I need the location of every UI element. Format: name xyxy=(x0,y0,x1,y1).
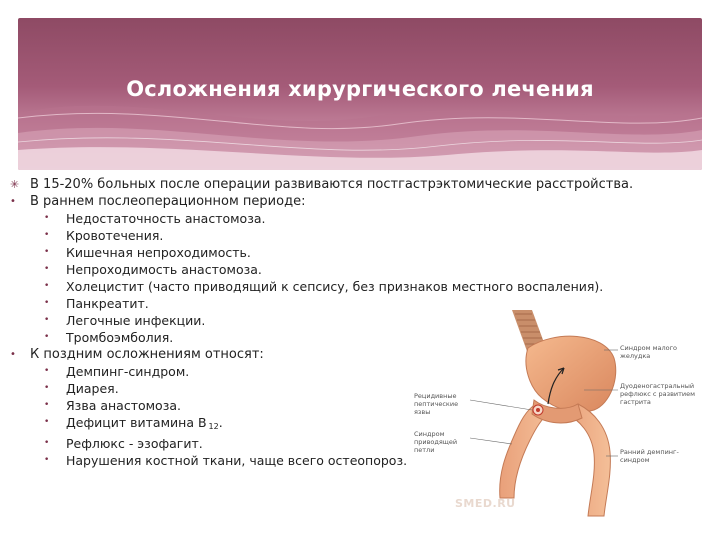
sub-list-item xyxy=(8,261,648,278)
list-item-text: В 15-20% больных после операции развиваются постгастрэктомические расстройства. xyxy=(30,177,634,192)
bullet-icon: • xyxy=(44,298,50,308)
bullet-icon: • xyxy=(44,213,50,223)
label-afferent-loop: Синдром приводящей петли xyxy=(414,430,458,454)
label-peptic-ulcer: Рецидивные пептические язвы xyxy=(414,392,459,416)
bullet-icon: • xyxy=(44,281,50,291)
sub-list-item-text: Демпинг-синдром. xyxy=(66,364,190,379)
sub-list-item-text: Непроходимость анастомоза. xyxy=(66,262,262,277)
bullet-icon: • xyxy=(44,383,50,393)
label-early-dumping: Ранний демпинг-синдром xyxy=(620,448,679,464)
bullet-icon: • xyxy=(44,247,50,257)
sub-list-item-text: Холецистит (часто приводящий к сепсису, без признаков местного воспаления). xyxy=(66,279,604,294)
bullet-icon: • xyxy=(44,264,50,274)
sub-list-item-text: Кишечная непроходимость. xyxy=(66,245,251,260)
label-duodenogastric-reflux: Дуоденогастральный рефлюкс с развитием гастрита xyxy=(620,382,696,406)
star-bullet-icon: ✳ xyxy=(10,178,20,191)
sub-list-item-text: Язва анастомоза. xyxy=(66,398,181,413)
sub-list-item xyxy=(8,210,648,227)
bullet-icon: • xyxy=(44,417,50,427)
sub-list-item-text: Дефицит витамина В xyxy=(66,415,207,430)
ulcer-dot-icon xyxy=(536,408,540,412)
list-item xyxy=(8,193,648,210)
list-item xyxy=(8,176,648,193)
sub-list-item-text: Недостаточность анастомоза. xyxy=(66,211,266,226)
sub-list-item xyxy=(8,227,648,244)
stomach-illustration xyxy=(414,308,702,518)
sub-list-item-text: Диарея. xyxy=(66,381,119,396)
bullet-icon: • xyxy=(44,438,50,448)
bullet-icon: • xyxy=(44,332,50,342)
list-item-text: В раннем послеоперационном периоде: xyxy=(30,194,306,209)
bullet-icon: • xyxy=(44,400,50,410)
leader-line xyxy=(470,438,512,444)
bullet-icon: • xyxy=(44,315,50,325)
label-small-stomach: Синдром малого желудка xyxy=(620,344,677,360)
bullet-icon: • xyxy=(44,230,50,240)
sub-list-item-text: Тромбоэмболия. xyxy=(66,330,174,345)
sub-list-item xyxy=(8,244,648,261)
subscript-12: 12 xyxy=(208,422,219,431)
bullet-icon: • xyxy=(10,349,16,360)
bullet-icon: • xyxy=(44,366,50,376)
stomach-shape xyxy=(526,336,616,412)
sub-list-item xyxy=(8,278,648,295)
sub-list-item-text: Нарушения костной ткани, чаще всего остеопороз. xyxy=(66,453,408,468)
sub-list-item-text: Кровотечения. xyxy=(66,228,164,243)
title-banner xyxy=(18,18,702,170)
leader-line xyxy=(470,400,532,410)
page-title: Осложнения хирургического лечения xyxy=(126,77,594,101)
bullet-icon: • xyxy=(10,196,16,207)
watermark: SMED.RU xyxy=(455,497,516,510)
list-item-text: К поздним осложнениям относят: xyxy=(30,347,264,362)
bullet-icon: • xyxy=(44,455,50,465)
sub-list-item-text: Рефлюкс - эзофагит. xyxy=(66,436,203,451)
sub-list-item-text: Панкреатит. xyxy=(66,296,149,311)
sub-list-item-text: Легочные инфекции. xyxy=(66,313,206,328)
period: . xyxy=(218,415,223,430)
